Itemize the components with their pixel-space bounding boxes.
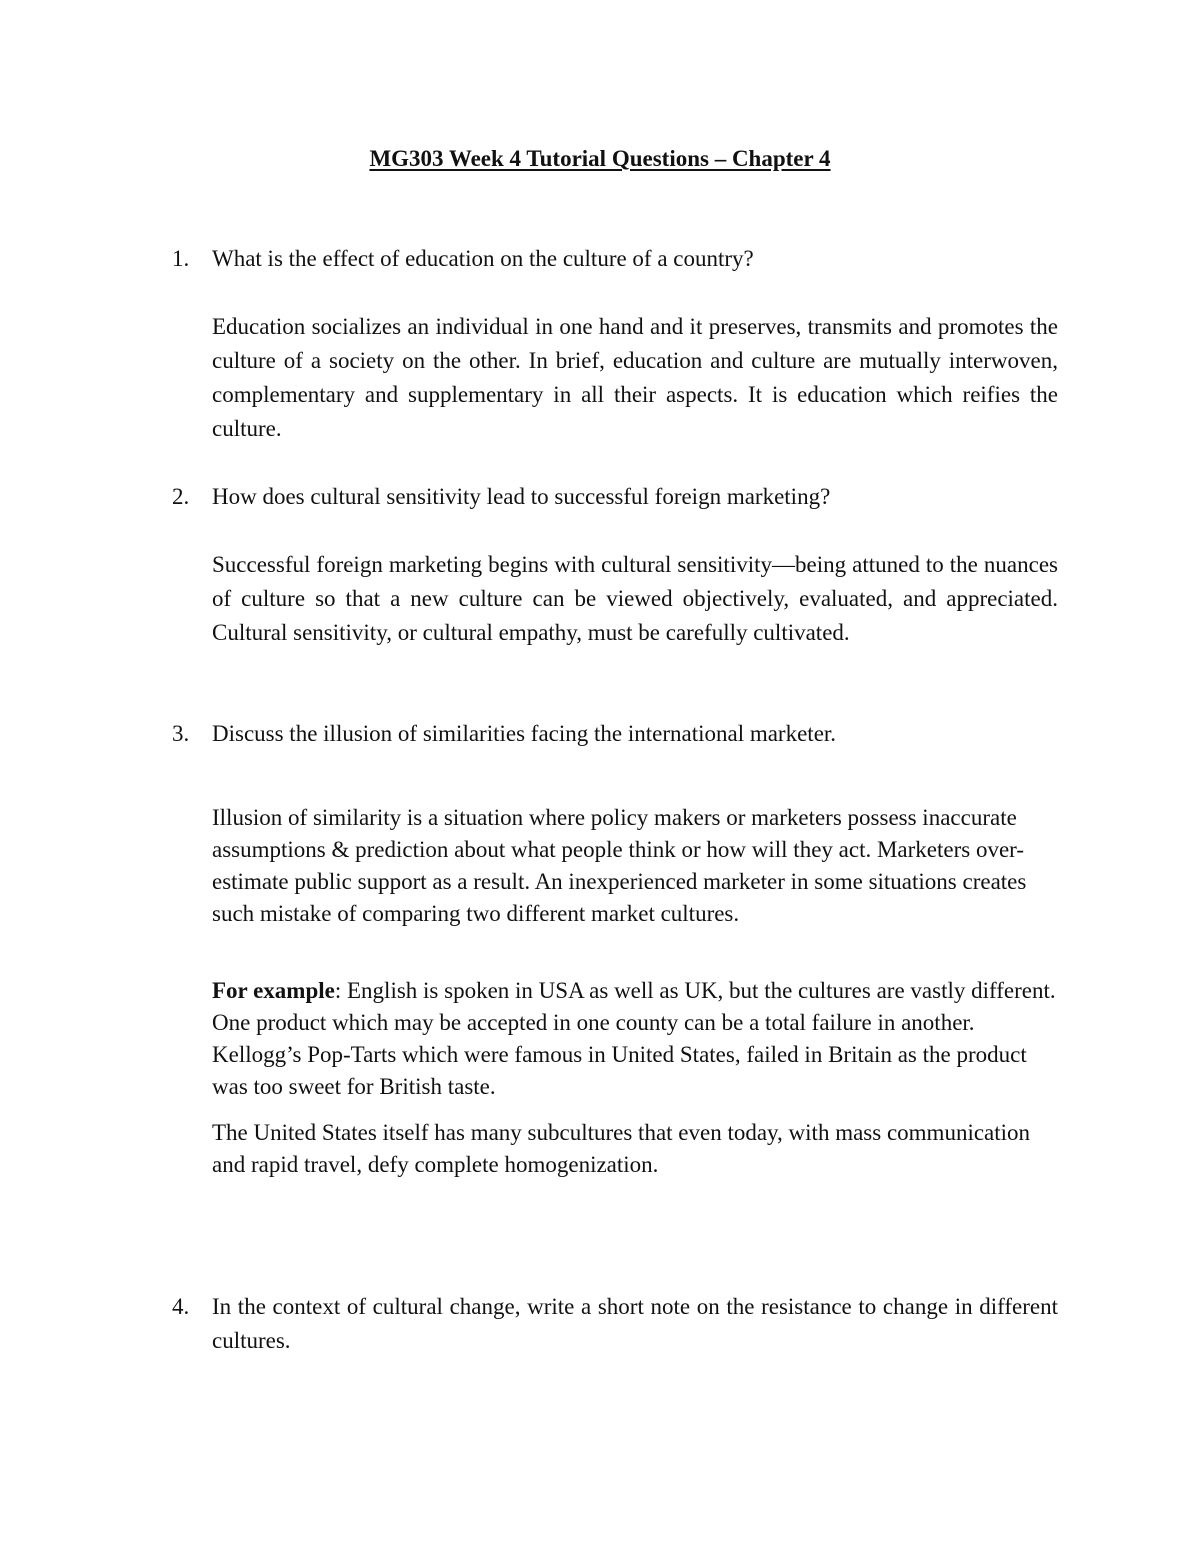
answer-2-text: Successful foreign marketing begins with cultural sensitivity—being attuned to the nuances of culture so that a new culture can be viewed objectively, evaluated, and appreciated. Cultural sensitivity, or cultural empathy, must be carefully cultivated. xyxy=(212,552,1058,645)
question-4-text: In the context of cultural change, write a short note on the resistance to change in different cultures. xyxy=(212,1294,1058,1353)
example-label: For example xyxy=(212,978,335,1003)
answer-1-text: Education socializes an individual in one hand and it preserves, transmits and promotes the culture of a society on the other. In brief, education and culture are mutually interwoven, complementary and supplementary in all their aspects. It is education which reifies the culture. xyxy=(212,314,1058,441)
page-title: MG303 Week 4 Tutorial Questions – Chapter 4 xyxy=(369,146,831,171)
question-3-number: 3. xyxy=(172,721,190,746)
question-2-text: How does cultural sensitivity lead to successful foreign marketing? xyxy=(212,484,831,509)
question-1-text: What is the effect of education on the culture of a country? xyxy=(212,246,754,271)
question-3-text: Discuss the illusion of similarities facing the international marketer. xyxy=(212,721,837,746)
answer-3-example-paragraph xyxy=(212,975,1058,1103)
answer-3-paragraph-3: The United States itself has many subcultures that even today, with mass communication and rapid travel, defy complete homogenization. xyxy=(212,1120,1031,1177)
example-text: : English is spoken in USA as well as UK, but the cultures are vastly different. One product which may be accepted in one county can be a total failure in another. Kellogg’s Pop-Tarts which were famous in United States, failed in Britain as the product was too sweet for British taste. xyxy=(212,978,1056,1099)
question-2-number: 2. xyxy=(172,484,190,509)
question-1-number: 1. xyxy=(172,246,190,271)
question-4-number: 4. xyxy=(172,1294,190,1319)
answer-3-paragraph-1: Illusion of similarity is a situation where policy makers or marketers possess inaccurate assumptions & prediction about what people think or how will they act. Marketers over-estimate public support as a result. An inexperienced marketer in some situations creates such mistake of comparing two different market cultures. xyxy=(212,805,1027,926)
